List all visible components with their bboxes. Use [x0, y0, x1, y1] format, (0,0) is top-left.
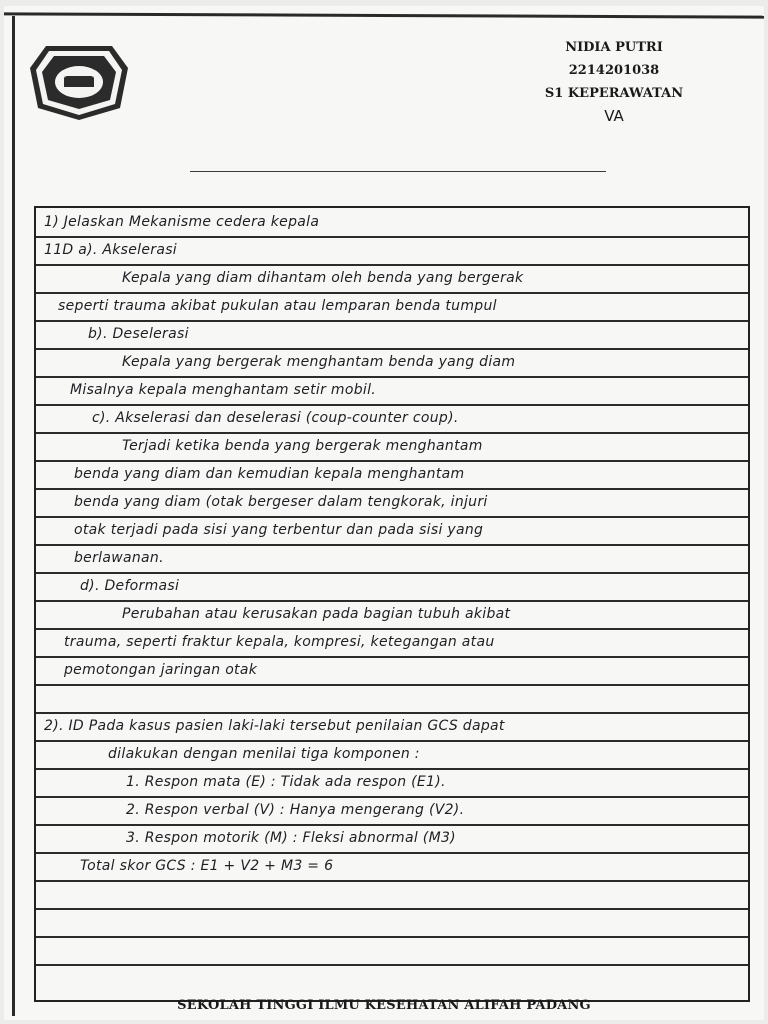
rule-line [36, 656, 748, 658]
answer-line: Kepala yang diam dihantam oleh benda yang bergerak [122, 270, 524, 286]
answer-1b-heading: b). Deselerasi [88, 326, 189, 342]
rule-line [36, 684, 748, 686]
answer-1a-heading: 11D a). Akselerasi [44, 242, 177, 258]
rule-line [36, 292, 748, 294]
gcs-motor-response: 3. Respon motorik (M) : Fleksi abnormal (M3) [126, 830, 456, 846]
rule-line [36, 628, 748, 630]
study-program: S1 KEPERAWATAN [544, 86, 684, 101]
rule-line [36, 488, 748, 490]
answer-line: Terjadi ketika benda yang bergerak menghantam [122, 438, 483, 454]
top-border [4, 12, 764, 18]
question-1: 1) Jelaskan Mekanisme cedera kepala [44, 214, 320, 230]
answer-1d-heading: d). Deformasi [80, 578, 180, 594]
rule-line [36, 264, 748, 266]
answer-1c-heading: c). Akselerasi dan deselerasi (coup-counter coup). [92, 410, 459, 426]
student-class: VA [604, 107, 624, 125]
institution-logo [28, 42, 130, 122]
rule-line [36, 544, 748, 546]
left-border [12, 16, 15, 1016]
rule-line [36, 460, 748, 462]
rule-line [36, 740, 748, 742]
answer-line: seperti trauma akibat pukulan atau lemparan benda tumpul [58, 298, 497, 314]
rule-line [36, 600, 748, 602]
answer-line: dilakukan dengan menilai tiga komponen : [108, 746, 420, 762]
question-2: 2). ID Pada kasus pasien laki-laki tersebut penilaian GCS dapat [44, 718, 505, 734]
answer-line: benda yang diam dan kemudian kepala menghantam [74, 466, 465, 482]
rule-line [36, 824, 748, 826]
student-name: NIDIA PUTRI [565, 40, 663, 55]
page-footer: SEKOLAH TINGGI ILMU KESEHATAN ALIFAH PADANG [177, 998, 591, 1013]
rule-line [36, 852, 748, 854]
rule-line [36, 880, 748, 882]
rule-line [36, 432, 748, 434]
answer-line: pemotongan jaringan otak [64, 662, 258, 678]
paper-sheet [4, 6, 764, 1020]
rule-line [36, 964, 748, 966]
answer-line: trauma, seperti fraktur kepala, kompresi, ketegangan atau [64, 634, 495, 650]
answer-line: otak terjadi pada sisi yang terbentur dan pada sisi yang [74, 522, 484, 538]
rule-line [36, 796, 748, 798]
rule-line [36, 572, 748, 574]
rule-line [36, 908, 748, 910]
rule-line [36, 712, 748, 714]
ruled-answer-area [34, 206, 750, 1002]
answer-line: Misalnya kepala menghantam setir mobil. [70, 382, 377, 398]
answer-line: Kepala yang bergerak menghantam benda yang diam [122, 354, 516, 370]
answer-line: benda yang diam (otak bergeser dalam tengkorak, injuri [74, 494, 488, 510]
rule-line [36, 404, 748, 406]
header-rule [190, 171, 606, 172]
rule-line [36, 376, 748, 378]
logo-seal [28, 42, 130, 122]
rule-line [36, 320, 748, 322]
rule-line [36, 348, 748, 350]
rule-line [36, 936, 748, 938]
gcs-verbal-response: 2. Respon verbal (V) : Hanya mengerang (V2). [126, 802, 465, 818]
student-info [504, 36, 724, 128]
answer-line: Perubahan atau kerusakan pada bagian tubuh akibat [122, 606, 511, 622]
gcs-eye-response: 1. Respon mata (E) : Tidak ada respon (E1). [126, 774, 446, 790]
rule-line [36, 236, 748, 238]
student-id: 2214201038 [568, 63, 660, 78]
answer-line: berlawanan. [74, 550, 164, 566]
rule-line [36, 516, 748, 518]
gcs-total-score: Total skor GCS : E1 + V2 + M3 = 6 [80, 858, 334, 874]
rule-line [36, 768, 748, 770]
